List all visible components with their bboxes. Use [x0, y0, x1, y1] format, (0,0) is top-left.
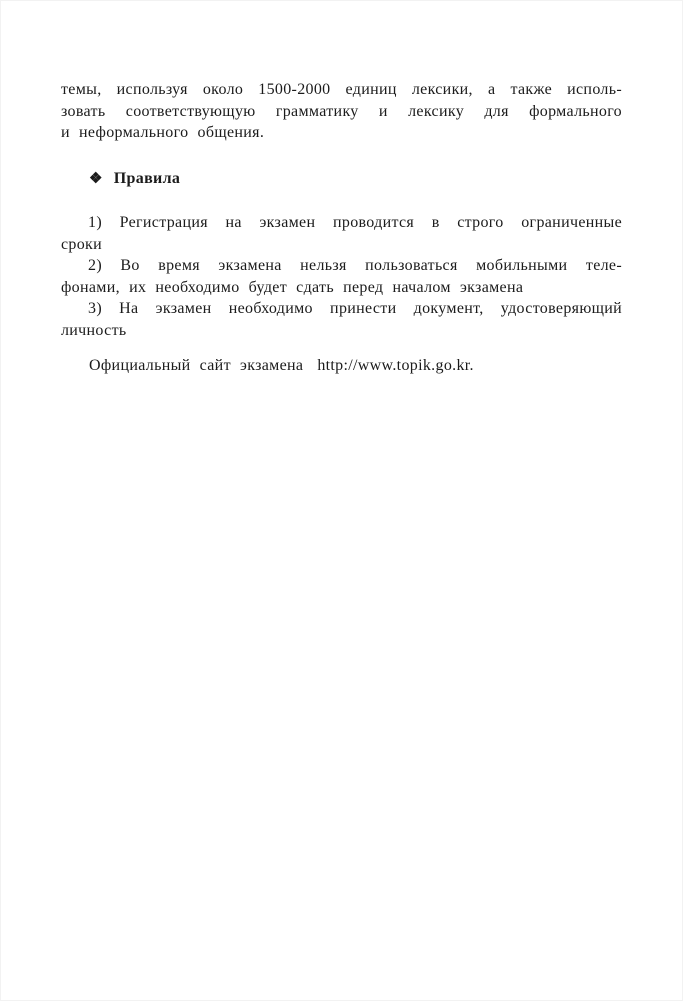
list-item [61, 212, 622, 255]
list-item [61, 298, 622, 341]
text-line: темы, используя около 1500-2000 единиц лексики, а также исполь- [61, 81, 622, 98]
diamond-bullet-icon: ❖ [89, 170, 103, 187]
text-line: зовать соответствующую грамматику и лексику для формального [61, 102, 622, 120]
rules-heading-text: Правила [113, 169, 181, 187]
text-line: 2) Во время экзамена нельзя пользоваться мобильными теле- [88, 257, 622, 274]
text-line: личность [61, 321, 127, 339]
official-site-label: Официальный сайт экзамена [89, 357, 304, 374]
intro-paragraph [61, 79, 622, 144]
official-site-url: http://www.topik.go.kr. [317, 357, 474, 374]
text-line: 1) Регистрация на экзамен проводится в строго ограниченные [88, 214, 622, 231]
text-line: фонами, их необходимо будет сдать перед началом экзамена [61, 278, 524, 296]
text-line: 3) На экзамен необходимо принести документ, удостоверяющий [88, 300, 622, 317]
text-line: сроки [61, 235, 103, 253]
rules-list [61, 212, 622, 341]
list-item [61, 255, 622, 298]
rules-heading [61, 168, 622, 191]
official-site-line [61, 355, 622, 377]
text-line: и неформального общения. [61, 124, 265, 141]
